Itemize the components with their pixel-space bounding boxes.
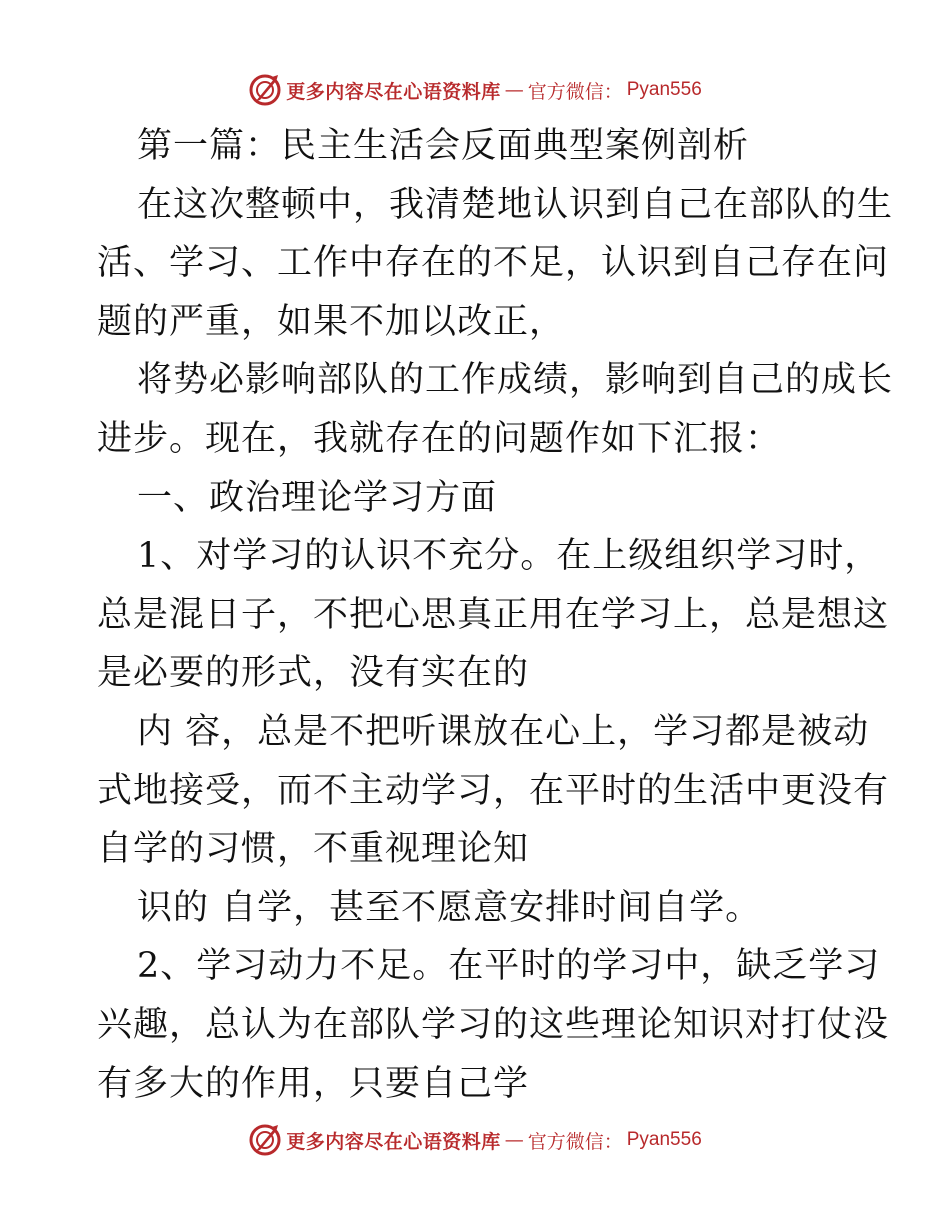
banner-wechat-label: 官方微信： xyxy=(527,1130,623,1153)
banner-dash: — xyxy=(504,1129,524,1151)
text-line: 第一篇：民主生活会反面典型案例剖析 xyxy=(137,126,750,166)
document-body xyxy=(97,117,894,1113)
text-line: 在这次整顿中，我清楚地认识到自己在部队的生 xyxy=(137,184,894,225)
text-line: 题的严重，如果不加以改正， xyxy=(97,301,566,342)
text-line: 识的 自学，甚至不愿意安排时间自学。 xyxy=(137,887,762,928)
text-line: 一、政治理论学习方面 xyxy=(137,477,498,518)
banner-wechat-id: Pyan556 xyxy=(626,1129,702,1150)
text-line: 将势必影响部队的工作成绩，影响到自己的成长 xyxy=(137,360,894,401)
text-line: 进步。现在，我就存在的问题作如下汇报： xyxy=(97,418,782,459)
banner-wechat-label: 官方微信： xyxy=(527,80,623,103)
quill-logo-icon xyxy=(248,73,282,107)
text-line: 式地接受，而不主动学习，在平时的生活中更没有 xyxy=(97,770,890,811)
text-line: 有多大的作用，只要自己学 xyxy=(97,1063,530,1104)
quill-logo-icon xyxy=(248,1123,282,1157)
text-line: 是必要的形式，没有实在的 xyxy=(97,653,530,694)
banner-wechat-id: Pyan556 xyxy=(626,79,702,100)
banner-brand: 更多内容尽在心语资料库 xyxy=(286,80,501,103)
text-line: 2、学习动力不足。在平时的学习中，缺乏学习 xyxy=(137,946,881,987)
banner-dash: — xyxy=(504,79,524,101)
banner-brand: 更多内容尽在心语资料库 xyxy=(286,1130,501,1153)
text-line: 活、学习、工作中存在的不足，认识到自己存在问 xyxy=(97,243,890,284)
text-line: 1、对学习的认识不充分。在上级组织学习时， xyxy=(137,536,881,577)
text-line: 内 容，总是不把听课放在心上，学习都是被动 xyxy=(137,711,870,752)
text-line: 自学的习惯，不重视理论知 xyxy=(97,829,530,870)
header-banner xyxy=(0,70,950,110)
footer-banner xyxy=(0,1120,950,1160)
text-line: 兴趣，总认为在部队学习的这些理论知识对打仗没 xyxy=(97,1004,890,1045)
text-line: 总是混日子，不把心思真正用在学习上，总是想这 xyxy=(97,594,890,635)
